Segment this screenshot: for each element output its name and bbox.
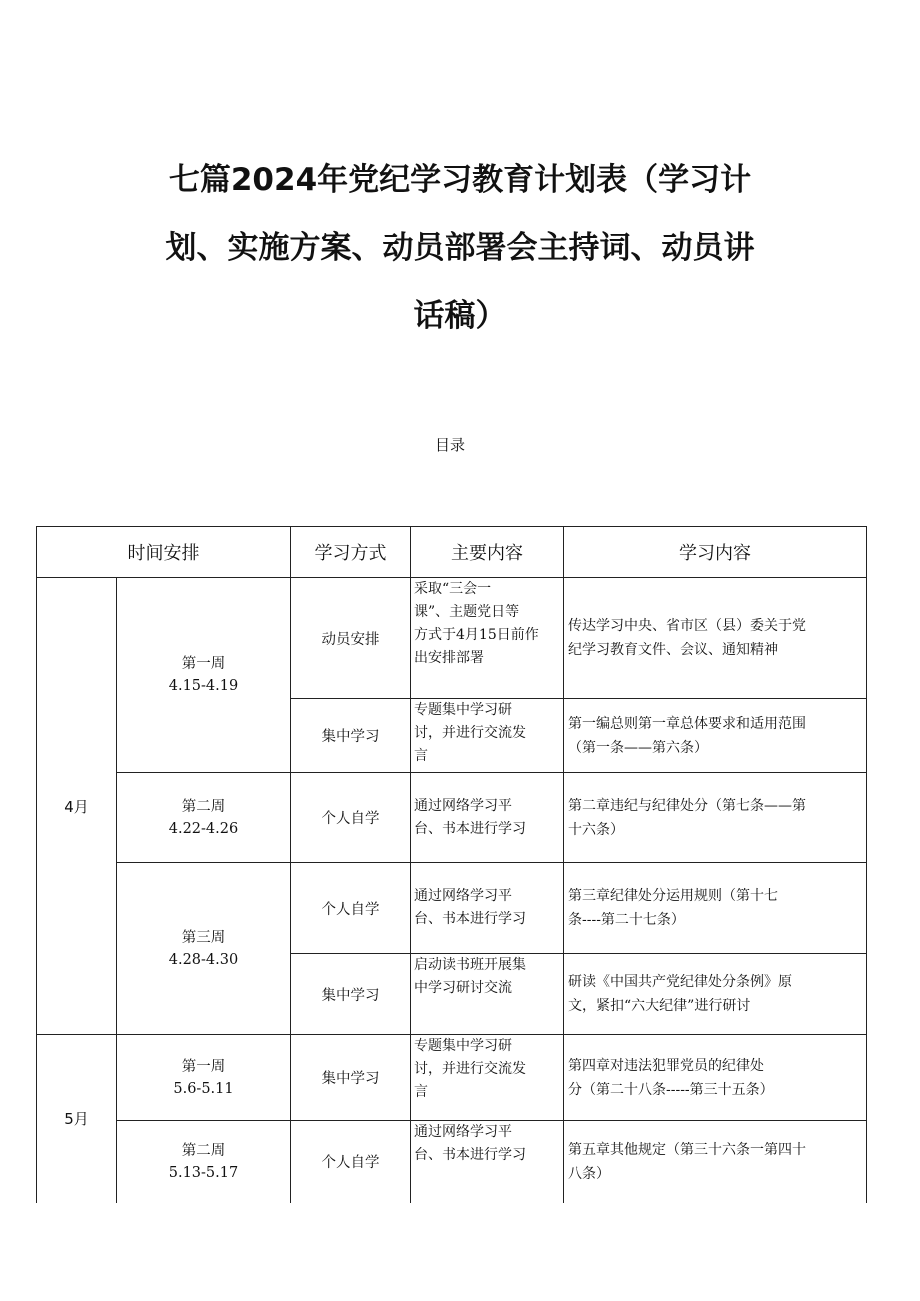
header-mode: 学习方式 (291, 527, 411, 578)
main-line: 通过网络学习平 (414, 888, 512, 904)
table-row (37, 773, 867, 863)
mode-cell: 个人自学 (291, 1121, 411, 1203)
detail-cell (564, 773, 867, 863)
title-line: 话稿） (413, 298, 507, 334)
table-row (37, 1035, 867, 1121)
title-line: 划、实施方案、动员部署会主持词、动员讲 (165, 230, 755, 266)
detail-line: 第一编总则第一章总体要求和适用范围 (568, 715, 806, 732)
detail-line: 条----第二十七条） (568, 912, 685, 928)
main-line: 台、书本进行学习 (414, 820, 526, 837)
main-line: 专题集中学习研 (414, 702, 512, 718)
header-main: 主要内容 (411, 527, 564, 578)
mode-cell: 集中学习 (291, 954, 411, 1035)
main-line: 台、书本进行学习 (414, 911, 526, 927)
main-line: 言 (414, 748, 428, 764)
mode-cell: 集中学习 (291, 1035, 411, 1121)
detail-line: （第一条——第六条） (568, 739, 708, 756)
main-line: 专题集中学习研 (414, 1038, 512, 1054)
table-row (37, 1121, 867, 1203)
detail-line: 第五章其他规定（第三十六条一第四十 (568, 1141, 806, 1158)
main-line: 讨，并进行交流发 (414, 725, 526, 741)
week-label: 第三周 (181, 929, 226, 946)
detail-cell (564, 863, 867, 954)
main-cell (411, 1121, 564, 1203)
detail-cell (564, 1035, 867, 1121)
detail-cell (564, 578, 867, 699)
main-line: 言 (414, 1084, 428, 1100)
week-label: 第一周 (181, 1058, 226, 1075)
main-line: 通过网络学习平 (414, 1124, 512, 1140)
main-line: 通过网络学习平 (414, 797, 512, 814)
main-line: 启动读书班开展集 (414, 957, 526, 973)
main-cell (411, 1035, 564, 1121)
detail-line: 分（第二十八条-----第三十五条） (568, 1081, 774, 1098)
week-label: 第二周 (181, 1142, 226, 1159)
detail-line: 第二章违纪与纪律处分（第七条——第 (568, 797, 806, 814)
detail-line: 第四章对违法犯罪党员的纪律处 (568, 1057, 764, 1074)
table-header-row (37, 527, 867, 578)
month-cell: 4月 (37, 578, 117, 1035)
mode-cell: 集中学习 (291, 699, 411, 773)
study-plan-table (36, 526, 867, 1203)
detail-cell (564, 699, 867, 773)
week-cell (117, 1121, 291, 1203)
week-cell (117, 1035, 291, 1121)
detail-cell (564, 1121, 867, 1203)
document-title (140, 146, 780, 350)
week-cell (117, 578, 291, 773)
mode-cell: 动员安排 (291, 578, 411, 699)
main-cell (411, 773, 564, 863)
detail-line: 第三章纪律处分运用规则（第十七 (568, 888, 778, 904)
main-cell (411, 699, 564, 773)
week-cell (117, 863, 291, 1035)
month-cell: 5月 (37, 1035, 117, 1203)
detail-line: 传达学习中央、省市区（县）委关于党 (568, 618, 806, 634)
main-line: 出安排部署 (414, 650, 484, 666)
week-cell (117, 773, 291, 863)
main-line: 台、书本进行学习 (414, 1147, 526, 1163)
header-detail: 学习内容 (564, 527, 867, 578)
detail-line: 八条） (568, 1165, 610, 1182)
detail-line: 纪学习教育文件、会议、通知精神 (568, 642, 778, 658)
detail-line: 研读《中国共产党纪律处分条例》原 (568, 974, 792, 990)
detail-cell (564, 954, 867, 1035)
week-dates: 4.15-4.19 (168, 678, 239, 694)
main-line: 采取“三会一 (414, 581, 492, 597)
week-dates: 4.22-4.26 (168, 820, 239, 837)
week-dates: 5.6-5.11 (173, 1080, 234, 1097)
table-row (37, 578, 867, 699)
header-time: 时间安排 (37, 527, 291, 578)
main-cell (411, 863, 564, 954)
mode-cell: 个人自学 (291, 863, 411, 954)
main-line: 讨，并进行交流发 (414, 1061, 526, 1077)
main-line: 中学习研讨交流 (414, 980, 512, 996)
week-label: 第二周 (181, 798, 226, 815)
main-line: 方式于4月15日前作 (414, 627, 539, 643)
mode-cell: 个人自学 (291, 773, 411, 863)
title-line: 七篇2024年党纪学习教育计划表（学习计 (168, 162, 752, 198)
main-cell (411, 954, 564, 1035)
main-cell (411, 578, 564, 699)
detail-line: 十六条） (568, 821, 624, 838)
week-dates: 4.28-4.30 (168, 951, 239, 968)
main-line: 课”、主题党日等 (414, 604, 520, 620)
table-row (37, 863, 867, 954)
detail-line: 文，紧扣“六大纪律”进行研讨 (568, 998, 751, 1014)
toc-label: 目录 (434, 436, 465, 454)
week-dates: 5.13-5.17 (168, 1164, 239, 1181)
week-label: 第一周 (181, 656, 226, 672)
